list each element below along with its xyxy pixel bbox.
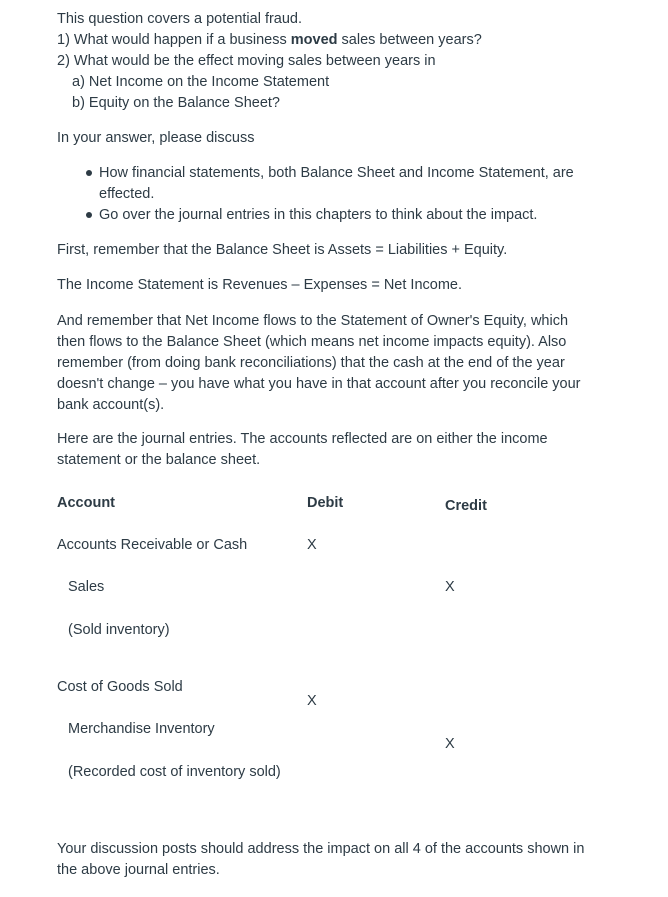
bullet-icon [86,170,92,176]
entry1-debit-account: Accounts Receivable or Cash [57,537,248,553]
question-1-text-b: sales between years? [337,32,482,48]
question-1-bold: moved [290,32,338,48]
question-2b: b) Equity on the Balance Sheet? [72,95,280,111]
entry2-memo: (Recorded cost of inventory sold) [68,764,281,780]
paragraph-income-statement: The Income Statement is Revenues – Expenses = Net Income. [57,277,463,293]
entry1-credit-mark: X [445,579,455,595]
bullet-icon [86,212,92,218]
entry1-debit-mark: X [307,537,317,553]
question-2a: a) Net Income on the Income Statement [72,74,330,90]
entry1-credit-account: Sales [68,579,105,595]
paragraph-journal-intro: Here are the journal entries. The accounts reflected are on either the income statement or the balance sheet. [57,431,548,468]
intro-line: This question covers a potential fraud. [57,11,303,27]
discuss-bullet-1: How financial statements, both Balance Sheet and Income Statement, are effected. [99,165,574,202]
entry2-debit-mark: X [307,693,317,709]
question-1-text-a: 1) What would happen if a business [57,32,291,48]
entry2-credit-account: Merchandise Inventory [68,721,215,737]
question-2: 2) What would be the effect moving sales between years in [57,53,436,69]
closing-paragraph: Your discussion posts should address the impact on all 4 of the accounts shown in the above journal entries. [57,841,585,878]
discuss-lead: In your answer, please discuss [57,130,255,146]
question-1 [57,30,482,51]
entry2-credit-mark: X [445,736,455,752]
paragraph-balance-sheet: First, remember that the Balance Sheet is Assets = Liabilities + Equity. [57,242,508,258]
header-account: Account [57,495,115,511]
header-credit: Credit [445,498,487,514]
entry2-debit-account: Cost of Goods Sold [57,679,183,695]
header-debit: Debit [307,495,344,511]
discuss-bullet-2: Go over the journal entries in this chapters to think about the impact. [99,207,538,223]
entry1-memo: (Sold inventory) [68,622,170,638]
paragraph-net-income-flow: And remember that Net Income flows to the Statement of Owner's Equity, which then flows to the Balance Sheet (which means net income impacts equity). Also remember (from doing bank reconciliations) that the cash at the end of the year doesn't change – you have what you have in that account after you reconcile your bank account(s). [57,313,581,413]
